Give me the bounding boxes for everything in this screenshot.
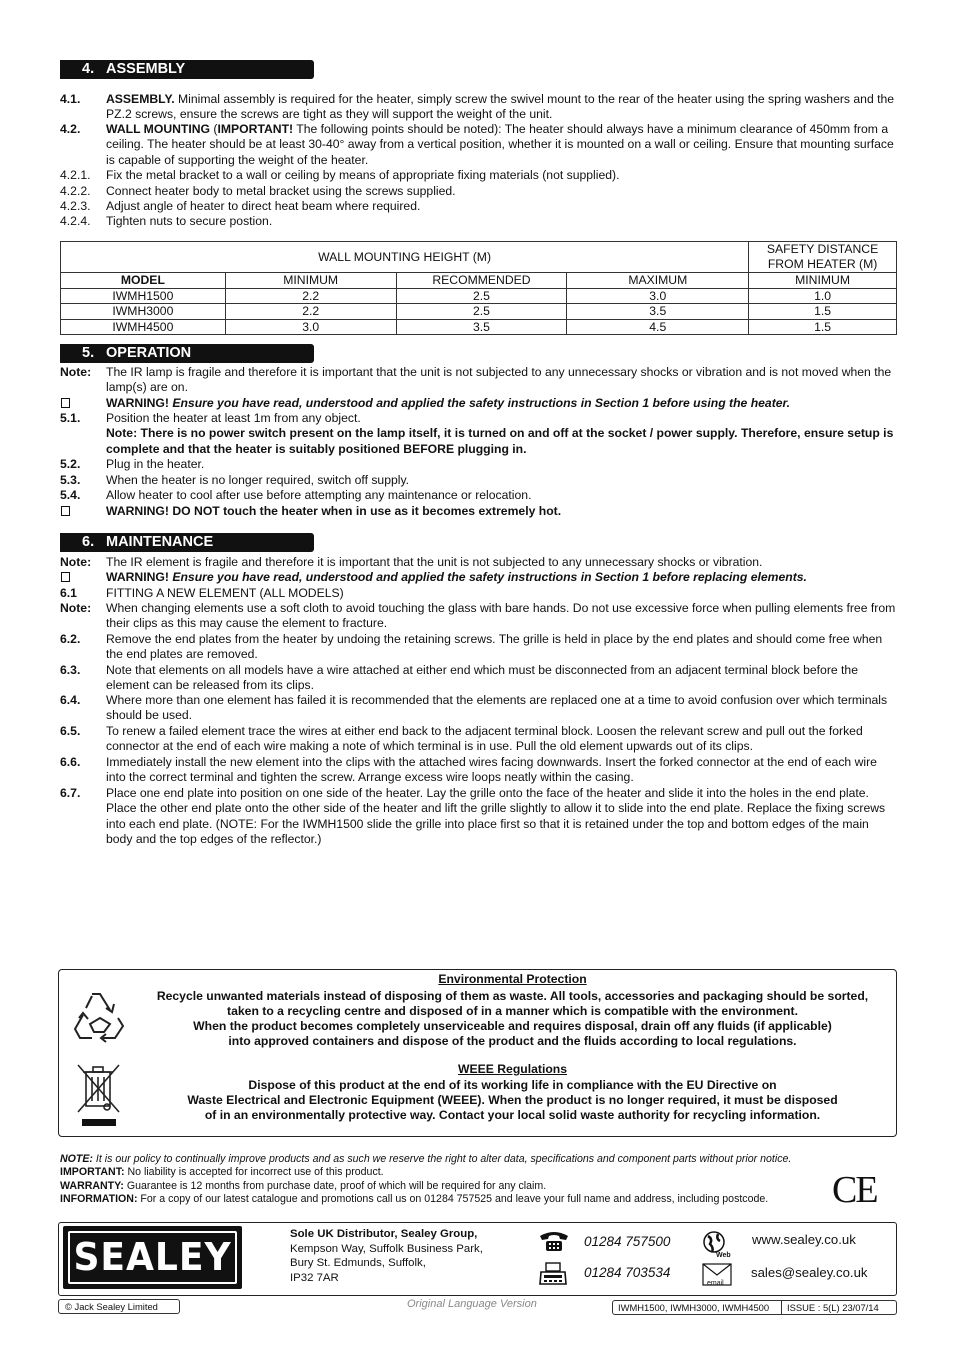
table-row bbox=[61, 304, 897, 320]
weee-bin-icon bbox=[75, 1062, 123, 1128]
env-line-2: taken to a recycling centre and disposed of in a manner which is compatible with the environment. bbox=[227, 1004, 798, 1018]
fax-number[interactable]: 01284 703534 bbox=[584, 1265, 671, 1280]
cell-model: IWMH1500 bbox=[61, 288, 226, 304]
phone-number[interactable]: 01284 757500 bbox=[584, 1234, 671, 1249]
fax-icon bbox=[538, 1262, 568, 1286]
checkbox-icon bbox=[61, 398, 70, 408]
weee-line-1: Dispose of this product at the end of its working life in compliance with the EU Directive on bbox=[248, 1078, 777, 1092]
table-row bbox=[61, 288, 897, 304]
header-wall-mounting: WALL MOUNTING HEIGHT (M) bbox=[61, 242, 749, 273]
cell-min: 2.2 bbox=[225, 288, 396, 304]
email-icon-label: email bbox=[707, 1280, 724, 1287]
phone-icon bbox=[538, 1230, 570, 1252]
ce-mark: CE bbox=[832, 1169, 877, 1211]
cell-rec: 2.5 bbox=[396, 304, 567, 320]
cell-min: 3.0 bbox=[225, 319, 396, 335]
cell-safe: 1.0 bbox=[749, 288, 897, 304]
copyright-box: © Jack Sealey Limited bbox=[58, 1299, 180, 1314]
mounting-height-table bbox=[60, 241, 897, 335]
header-model: MODEL bbox=[61, 273, 226, 289]
sealey-logo bbox=[63, 1226, 242, 1289]
issue-box bbox=[612, 1300, 897, 1315]
section-heading-operation: 5. OPERATION bbox=[60, 344, 314, 363]
cell-min: 2.2 bbox=[225, 304, 396, 320]
language-version: Original Language Version bbox=[407, 1298, 537, 1310]
email-link[interactable]: sales@sealey.co.uk bbox=[751, 1265, 868, 1280]
cell-max: 4.5 bbox=[567, 319, 749, 335]
table-row bbox=[61, 319, 897, 335]
cell-safe: 1.5 bbox=[749, 304, 897, 320]
footer-notes: NOTE: It is our policy to continually improve products and as such we reserve the right to alter data, specifications and component parts without prior notice. IMPORTANT: No liability is accepted for incorrect use of this product. WARRANTY: Guarantee is 12 months from purchase date, proof of which will be required for any claim. INFORMATION: For a copy of our latest catalogue and promotions call us on 01284 757525 and leave your full name and address, including postcode. bbox=[60, 1153, 792, 1206]
env-line-4: into approved containers and dispose of the product and the fluids according to local regulations. bbox=[228, 1034, 797, 1048]
cell-safe: 1.5 bbox=[749, 319, 897, 335]
website-link[interactable]: www.sealey.co.uk bbox=[752, 1232, 856, 1247]
recycle-icon bbox=[70, 988, 128, 1044]
weee-title: WEEE Regulations bbox=[457, 1062, 568, 1076]
cell-rec: 2.5 bbox=[396, 288, 567, 304]
env-title: Environmental Protection bbox=[438, 972, 587, 986]
logo-text: SEALEY bbox=[73, 1235, 232, 1279]
weee-line-2: Waste Electrical and Electronic Equipment (WEEE). When the product is no longer required, it must be disposed bbox=[187, 1093, 838, 1107]
env-line-1: Recycle unwanted materials instead of disposing of them as waste. All tools, accessories and packaging should be sorted, bbox=[156, 989, 869, 1003]
cell-model: IWMH4500 bbox=[61, 319, 226, 335]
header-safety-minimum: MINIMUM bbox=[749, 273, 897, 289]
checkbox-icon bbox=[61, 572, 70, 582]
web-icon-label: Web bbox=[716, 1252, 731, 1259]
issue-number: ISSUE : 5(L) 23/07/14 bbox=[787, 1302, 879, 1313]
env-line-3: When the product becomes completely unserviceable and requires disposal, drain off any fluids (if applicable) bbox=[193, 1019, 832, 1033]
section-heading-assembly: 4. ASSEMBLY bbox=[60, 60, 314, 79]
distributor-address: Sole UK Distributor, Sealey Group, Kempson Way, Suffolk Business Park, Bury St. Edmunds, Suffolk, IP32 7AR bbox=[290, 1228, 483, 1284]
header-safety-distance: SAFETY DISTANCE FROM HEATER (M) bbox=[749, 242, 897, 273]
header-minimum: MINIMUM bbox=[225, 273, 396, 289]
header-maximum: MAXIMUM bbox=[567, 273, 749, 289]
cell-max: 3.5 bbox=[567, 304, 749, 320]
weee-line-3: of in an environmentally protective way. Contact your local solid waste authority for recycling information. bbox=[204, 1108, 821, 1122]
header-recommended: RECOMMENDED bbox=[396, 273, 567, 289]
section-heading-maintenance: 6. MAINTENANCE bbox=[60, 533, 314, 552]
checkbox-icon bbox=[61, 506, 70, 516]
cell-max: 3.0 bbox=[567, 288, 749, 304]
cell-rec: 3.5 bbox=[396, 319, 567, 335]
model-list: IWMH1500, IWMH3000, IWMH4500 bbox=[618, 1302, 770, 1313]
cell-model: IWMH3000 bbox=[61, 304, 226, 320]
